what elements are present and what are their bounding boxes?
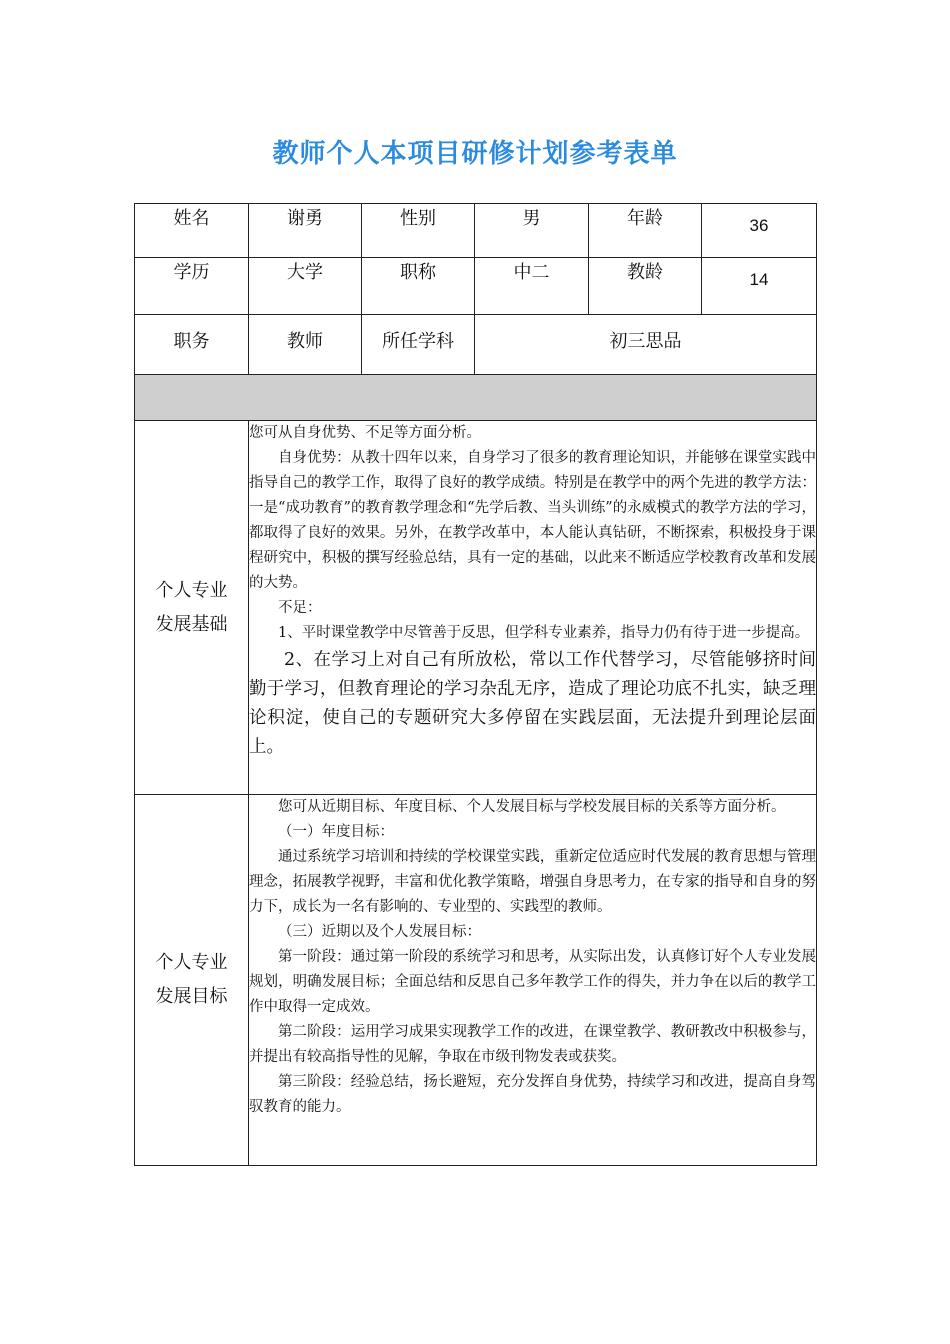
development-goal-row	[135, 795, 817, 1166]
development-basis-content	[249, 421, 817, 795]
table-row	[135, 204, 817, 258]
plan-form-table	[134, 203, 817, 1166]
teaching-years-value: 14	[702, 258, 817, 315]
position-label: 职务	[135, 315, 249, 375]
age-label: 年龄	[589, 204, 702, 258]
goal-paragraph: 第一阶段：通过第一阶段的系统学习和思考，从实际出发，认真修订好个人专业发展规划，明确发展目标；全面总结和反思自己多年教学工作的得失，并力争在以后的教学工作中取得一定成效。	[249, 949, 816, 1015]
basis-paragraph: 不足：	[278, 600, 322, 616]
goal-paragraph: 通过系统学习培训和持续的学校课堂实践，重新定位适应时代发展的教育思想与管理理念，拓展教学视野，丰富和优化教学策略，增强自身思考力，在专家的指导和自身的努力下，成长为一名有影响的、专业型的、实践型的教师。	[249, 849, 816, 915]
basis-paragraph: 您可从自身优势、不足等方面分析。	[249, 425, 481, 441]
basis-paragraph: 2、在学习上对自己有所放松，常以工作代替学习，尽管能够挤时间勤于学习，但教育理论的学习杂乱无序，造成了理论功底不扎实，缺乏理论积淀，使自己的专题研究大多停留在实践层面，无法提升到理论层面上。	[249, 650, 816, 757]
table-row	[135, 258, 817, 315]
gender-value: 男	[475, 204, 589, 258]
page-title: 教师个人本项目研修计划参考表单	[272, 139, 678, 169]
development-basis-label	[135, 421, 249, 795]
goal-paragraph: 第二阶段：运用学习成果实现教学工作的改进，在课堂教学、教研教改中积极参与，并提出有较高指导性的见解，争取在市级刊物发表或获奖。	[249, 1024, 816, 1065]
basis-paragraph: 自身优势：从教十四年以来，自身学习了很多的教育理论知识，并能够在课堂实践中指导自己的教学工作，取得了良好的教学成绩。特别是在教学中的两个先进的教学方法：一是“成功教育”的教育教学理念和“先学后教、当头训练”的永威模式的教学方法的学习，都取得了良好的效果。另外，在教学改革中，本人能认真钻研，不断探索，积极投身于课程研究中，积极的撰写经验总结，具有一定的基础，以此来不断适应学校教育改革和发展的大势。	[249, 450, 816, 591]
development-basis-row	[135, 421, 817, 795]
teaching-years-label: 教龄	[589, 258, 702, 315]
subject-label: 所任学科	[362, 315, 475, 375]
subject-value: 初三思品	[475, 315, 817, 375]
title-rank-label: 职称	[362, 258, 475, 315]
gray-separator-row	[135, 375, 817, 421]
goal-paragraph: （三）近期以及个人发展目标：	[278, 924, 481, 940]
age-value: 36	[702, 204, 817, 258]
name-value: 谢勇	[249, 204, 362, 258]
development-goal-label	[135, 795, 249, 1166]
goal-paragraph: 第三阶段：经验总结，扬长避短，充分发挥自身优势，持续学习和改进，提高自身驾驭教育的能力。	[249, 1074, 816, 1115]
education-value: 大学	[249, 258, 362, 315]
name-label: 姓名	[135, 204, 249, 258]
gender-label: 性别	[362, 204, 475, 258]
table-row	[135, 315, 817, 375]
education-label: 学历	[135, 258, 249, 315]
development-goal-content	[249, 795, 817, 1166]
gray-separator-cell	[135, 375, 817, 421]
development-goal-label-line2: 发展目标	[155, 986, 228, 1007]
position-value: 教师	[249, 315, 362, 375]
goal-paragraph: 您可从近期目标、年度目标、个人发展目标与学校发展目标的关系等方面分析。	[278, 799, 786, 815]
development-goal-label-line1: 个人专业	[155, 952, 228, 973]
basis-paragraph: 1、平时课堂教学中尽管善于反思，但学科专业素养，指导力仍有待于进一步提高。	[278, 625, 810, 641]
goal-paragraph: （一）年度目标：	[278, 824, 394, 840]
development-basis-label-line2: 发展基础	[155, 613, 228, 635]
title-rank-value: 中二	[475, 258, 589, 315]
development-basis-label-line1: 个人专业	[155, 579, 228, 601]
